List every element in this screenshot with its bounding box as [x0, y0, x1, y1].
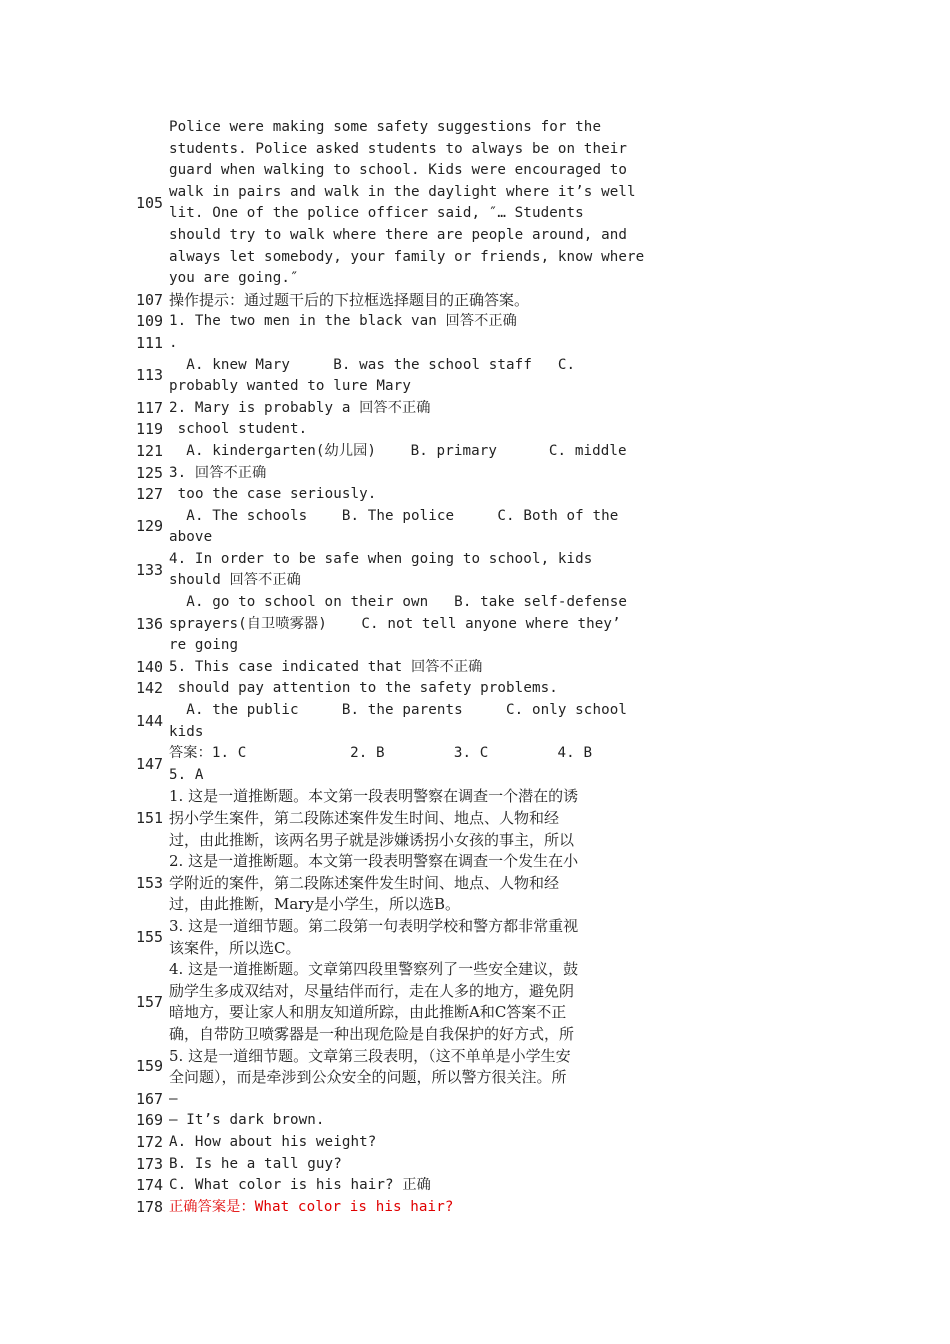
document-row — [136, 398, 660, 420]
document-row — [136, 311, 660, 333]
row-text — [169, 1110, 660, 1132]
text-line: B. Is he a tall guy? — [169, 1155, 342, 1172]
document-row — [136, 786, 660, 851]
row-text — [169, 484, 660, 506]
text-line: 确，自带防卫喷雾器是一种出现危险是自我保护的好方式，所 — [169, 1024, 575, 1043]
line-number: 129 — [136, 517, 164, 536]
row-text — [169, 657, 660, 679]
row-text — [169, 290, 660, 312]
row-text — [169, 592, 660, 657]
line-number: 159 — [136, 1057, 164, 1076]
line-number: 140 — [136, 657, 164, 676]
document-row — [136, 506, 660, 549]
document-row — [136, 117, 660, 290]
text-line: should pay attention to the safety problems. — [169, 680, 558, 697]
document-row — [136, 700, 660, 743]
document-row — [136, 743, 660, 786]
text-line: A. How about his weight? — [169, 1133, 377, 1150]
row-text — [169, 1046, 660, 1089]
line-number: 105 — [136, 193, 164, 212]
document-row — [136, 549, 660, 592]
document-row — [136, 1197, 660, 1219]
document-row — [136, 1110, 660, 1132]
text-line: should try to walk where there are people around, and — [169, 226, 628, 243]
text-line: school student. — [169, 421, 308, 438]
line-number: 153 — [136, 873, 164, 892]
text-line: — It’s dark brown. — [169, 1112, 325, 1129]
text-line: Police were making some safety suggestions for the — [169, 119, 602, 135]
document-row — [136, 355, 660, 398]
row-text — [169, 1132, 660, 1154]
line-number: 107 — [136, 290, 164, 309]
text-line: A. The schools B. The police C. Both of the — [169, 507, 619, 524]
document-row — [136, 851, 660, 916]
row-text — [169, 1175, 660, 1197]
document-row — [136, 1046, 660, 1089]
line-number: 172 — [136, 1132, 164, 1151]
document-row — [136, 657, 660, 679]
document-row — [136, 1175, 660, 1197]
row-text — [169, 398, 660, 420]
text-line: 全问题），而是牵涉到公众安全的问题，所以警方很关注。所 — [169, 1068, 567, 1087]
row-text — [169, 1154, 660, 1176]
document-row — [136, 1089, 660, 1111]
line-number: 155 — [136, 927, 164, 946]
row-text — [169, 1089, 660, 1111]
document-row — [136, 678, 660, 700]
line-number: 136 — [136, 614, 164, 633]
text-line: students. Police asked students to always be on their — [169, 140, 628, 157]
row-text — [169, 678, 660, 700]
text-line: 2. 这是一道推断题。本文第一段表明警察在调查一个发生在小 — [169, 852, 579, 871]
text-line: 操作提示：通过题干后的下拉框选择题目的正确答案。 — [169, 290, 530, 309]
document-body — [136, 117, 660, 1218]
document-row — [136, 441, 660, 463]
text-line: lit. One of the police officer said, ″… Students — [169, 205, 584, 222]
text-line: guard when walking to school. Kids were encouraged to — [169, 162, 628, 179]
text-line: always let somebody, your family or friends, know where — [169, 248, 645, 265]
line-number: 174 — [136, 1176, 164, 1195]
row-text — [169, 311, 660, 333]
line-number: 169 — [136, 1111, 164, 1130]
text-line: 5. 这是一道细节题。文章第三段表明，（这不单单是小学生安 — [169, 1046, 571, 1065]
document-row — [136, 1154, 660, 1176]
line-number: 157 — [136, 992, 164, 1011]
text-line: sprayers(自卫喷雾器) C. not tell anyone where they’ — [169, 615, 621, 632]
row-text — [169, 463, 660, 485]
line-number: 142 — [136, 679, 164, 698]
text-line: — — [169, 1090, 178, 1107]
line-number: 133 — [136, 560, 164, 579]
text-line: 3. 这是一道细节题。第二段第一句表明学校和警方都非常重视 — [169, 916, 579, 935]
text-line: C. What color is his hair? 正确 — [169, 1177, 431, 1194]
line-number: 147 — [136, 755, 164, 774]
text-line: probably wanted to lure Mary — [169, 378, 411, 395]
text-line: 4. 这是一道推断题。文章第四段里警察列了一些安全建议，鼓 — [169, 960, 579, 979]
document-row — [136, 333, 660, 355]
row-text — [169, 117, 660, 290]
text-line: A. kindergarten(幼儿园) B. primary C. middle — [169, 442, 627, 459]
text-line: 4. In order to be safe when going to school, kids — [169, 550, 593, 567]
text-line: 拐小学生案件，第二段陈述案件发生时间、地点、人物和经 — [169, 809, 560, 827]
correct-answer-text — [169, 1197, 660, 1219]
line-number: 121 — [136, 441, 164, 460]
text-line: kids — [169, 723, 204, 740]
line-number: 113 — [136, 366, 164, 385]
text-line: 励学生多成双结对，尽量结伴而行，走在人多的地方，避免阴 — [169, 981, 575, 1000]
text-line: 1. The two men in the black van 回答不正确 — [169, 313, 517, 330]
row-text — [169, 916, 660, 959]
text-line: too the case seriously. — [169, 486, 377, 503]
text-line: 暗地方，要让家人和朋友知道所踪，由此推断A和C答案不正 — [169, 1003, 567, 1022]
row-text — [169, 333, 660, 355]
line-number: 125 — [136, 463, 164, 482]
document-row — [136, 959, 660, 1045]
row-text — [169, 786, 660, 851]
text-line: walk in pairs and walk in the daylight where it’s well — [169, 183, 636, 200]
line-number: 119 — [136, 420, 164, 439]
row-text — [169, 355, 660, 398]
document-row — [136, 419, 660, 441]
text-line: re going — [169, 637, 239, 654]
row-text — [169, 506, 660, 549]
row-text — [169, 959, 660, 1045]
text-line: 1. 这是一道推断题。本文第一段表明警察在调查一个潜在的诱 — [169, 787, 579, 806]
text-line: 5. This case indicated that 回答不正确 — [169, 658, 483, 675]
document-row — [136, 290, 660, 312]
line-number: 173 — [136, 1154, 164, 1173]
text-line: 答案：1. C 2. B 3. C 4. B — [169, 745, 593, 762]
text-line: 过，由此推断，Mary是小学生，所以选B。 — [169, 895, 460, 914]
text-line: should 回答不正确 — [169, 572, 301, 589]
line-number: 117 — [136, 398, 164, 417]
text-line: A. go to school on their own B. take self-defense — [169, 594, 628, 611]
text-line: A. knew Mary B. was the school staff C. — [169, 356, 576, 373]
line-number: 144 — [136, 711, 164, 730]
text-line: . — [169, 334, 178, 351]
line-number: 151 — [136, 809, 164, 827]
line-number: 109 — [136, 312, 164, 331]
document-row — [136, 1132, 660, 1154]
document-row — [136, 916, 660, 959]
text-line: 正确答案是：What color is his hair? — [169, 1198, 454, 1215]
line-number: 127 — [136, 485, 164, 504]
text-line: 3. 回答不正确 — [169, 464, 267, 481]
row-text — [169, 700, 660, 743]
document-row — [136, 463, 660, 485]
line-number: 111 — [136, 333, 164, 352]
row-text — [169, 743, 660, 786]
row-text — [169, 549, 660, 592]
document-row — [136, 592, 660, 657]
row-text — [169, 851, 660, 916]
line-number: 178 — [136, 1197, 164, 1216]
row-text — [169, 441, 660, 463]
text-line: 过，由此推断，该两名男子就是涉嫌诱拐小女孩的事主，所以 — [169, 830, 575, 849]
text-line: A. the public B. the parents C. only school — [169, 702, 628, 719]
document-row — [136, 484, 660, 506]
text-line: 学附近的案件，第二段陈述案件发生时间、地点、人物和经 — [169, 873, 560, 892]
text-line: 该案件，所以选C。 — [169, 938, 301, 957]
row-text — [169, 419, 660, 441]
text-line: 2. Mary is probably a 回答不正确 — [169, 399, 431, 416]
text-line: above — [169, 529, 213, 546]
line-number: 167 — [136, 1089, 164, 1108]
text-line: you are going.″ — [169, 270, 299, 287]
text-line: 5. A — [169, 766, 204, 783]
